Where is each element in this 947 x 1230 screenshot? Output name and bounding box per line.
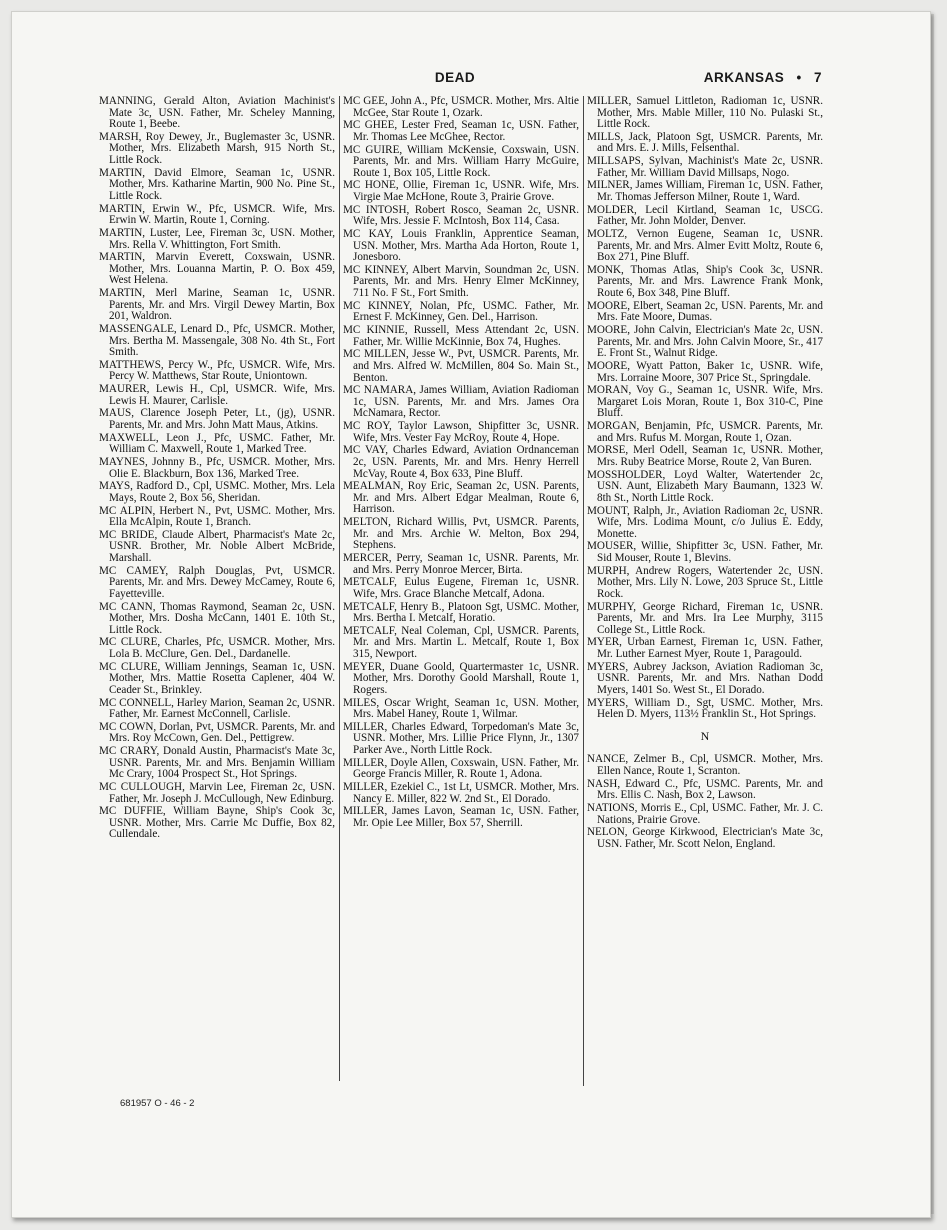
casualty-entry: MOLTZ, Vernon Eugene, Seaman 1c, USNR. Parents, Mr. and Mrs. Almer Evitt Moltz, Route 6, Box 271, Pine Bluff. xyxy=(587,228,823,264)
casualty-entry: MURPHY, George Richard, Fireman 1c, USNR. Parents, Mr. and Mrs. Ira Lee Murphy, 3115 College St., Little Rock. xyxy=(587,600,823,636)
casualty-entry: METCALF, Henry B., Platoon Sgt, USMC. Mother, Mrs. Bertha I. Metcalf, Horatio. xyxy=(343,600,579,625)
casualty-entry: MILLER, Charles Edward, Torpedoman's Mate 3c, USNR. Mother, Mrs. Lillie Price Flynn, Jr., 1307 Parker Ave., North Little Rock. xyxy=(343,720,579,757)
casualty-entry: MC DUFFIE, William Bayne, Ship's Cook 3c, USNR. Mother, Mrs. Carrie Mc Duffie, Box 82, Cullendale. xyxy=(99,805,335,841)
page-number: 7 xyxy=(813,70,822,85)
casualty-entry: MC BRIDE, Claude Albert, Pharmacist's Mate 2c, USNR. Brother, Mr. Noble Albert McBride, Marshall. xyxy=(99,528,335,564)
casualty-entry: MOLDER, Lecil Kirtland, Seaman 1c, USCG. Father, Mr. John Molder, Denver. xyxy=(587,203,823,228)
casualty-entry: MARTIN, Merl Marine, Seaman 1c, USNR. Parents, Mr. and Mrs. Virgil Dewey Martin, Box 201, Waldron. xyxy=(99,287,335,323)
casualty-entry: MC VAY, Charles Edward, Aviation Ordnanceman 2c, USN. Parents, Mr. and Mrs. Henry Herrell McVay, Route 4, Box 633, Pine Bluff. xyxy=(343,444,579,480)
casualty-entry: MOUSER, Willie, Shipfitter 3c, USN. Father, Mr. Sid Mouser, Route 1, Blevins. xyxy=(587,540,823,564)
casualty-entry: MYER, Urban Earnest, Fireman 1c, USN. Father, Mr. Luther Earnest Myer, Route 1, Paragould. xyxy=(587,636,823,660)
casualty-entry: MILLER, Samuel Littleton, Radioman 1c, USNR. Mother, Mrs. Mable Miller, 110 No. Pulaski St., Little Rock. xyxy=(587,95,823,131)
casualty-entry: MC CAMEY, Ralph Douglas, Pvt, USMCR. Parents, Mr. and Mrs. Dewey McCamey, Route 6, Fayetteville. xyxy=(99,564,335,600)
casualty-entry: MC KINNEY, Nolan, Pfc, USMC. Father, Mr. Ernest F. McKinney, Gen. Del., Harrison. xyxy=(343,299,579,324)
casualty-entry: MC CULLOUGH, Marvin Lee, Fireman 2c, USN. Father, Mr. Joseph J. McCullough, New Edinburg. xyxy=(99,781,335,805)
casualty-entry: MILLER, James Lavon, Seaman 1c, USN. Father, Mr. Opie Lee Miller, Box 57, Sherrill. xyxy=(343,805,579,829)
casualty-entry: MC ROY, Taylor Lawson, Shipfitter 3c, USNR. Wife, Mrs. Vester Fay McRoy, Route 4, Hope. xyxy=(343,420,579,444)
casualty-entry: MC NAMARA, James William, Aviation Radioman 1c, USN. Parents, Mr. and Mrs. James Ora McNamara, Rector. xyxy=(343,384,579,420)
casualty-entry: MARTIN, Luster, Lee, Fireman 3c, USN. Mother, Mrs. Rella V. Whittington, Fort Smith. xyxy=(99,226,335,251)
casualty-entry: MC GEE, John A., Pfc, USMCR. Mother, Mrs. Altie McGee, Star Route 1, Ozark. xyxy=(343,95,579,119)
casualty-entry: MILLER, Ezekiel C., 1st Lt, USMCR. Mother, Mrs. Nancy E. Miller, 822 W. 2nd St., El Dorado. xyxy=(343,781,579,805)
casualty-entry: MC CLURE, William Jennings, Seaman 1c, USN. Mother, Mrs. Mattie Rosetta Caplener, 404 W. Ceader St., Brinkley. xyxy=(99,660,335,696)
casualty-entry: NELON, George Kirkwood, Electrician's Mate 3c, USN. Father, Mr. Scott Nelon, England. xyxy=(587,826,823,850)
bullet-separator: • xyxy=(796,70,802,85)
casualty-entry: MERCER, Perry, Seaman 1c, USNR. Parents, Mr. and Mrs. Perry Monroe Mercer, Birta. xyxy=(343,551,579,576)
casualty-entry: MILLER, Doyle Allen, Coxswain, USN. Father, Mr. George Francis Miller, R. Route 1, Adona. xyxy=(343,756,579,781)
casualty-entry: MATTHEWS, Percy W., Pfc, USMCR. Wife, Mrs. Percy W. Matthews, Star Route, Uniontown. xyxy=(99,358,335,383)
casualty-entry: MC MILLEN, Jesse W., Pvt, USMCR. Parents, Mr. and Mrs. Alfred W. McMillen, 804 So. Main St., Benton. xyxy=(343,348,579,384)
column-divider xyxy=(339,96,340,1081)
casualty-entry: MC CONNELL, Harley Marion, Seaman 2c, USNR. Father, Mr. Earnest McConnell, Carlisle. xyxy=(99,696,335,721)
casualty-entry: MARTIN, Erwin W., Pfc, USMCR. Wife, Mrs. Erwin W. Martin, Route 1, Corning. xyxy=(99,202,335,227)
casualty-entry: MELTON, Richard Willis, Pvt, USMCR. Parents, Mr. and Mrs. Archie W. Melton, Box 294, Stephens. xyxy=(343,516,579,552)
casualty-entry: MEYER, Duane Goold, Quartermaster 1c, USNR. Mother, Mrs. Dorothy Goold Marshall, Route 1, Rogers. xyxy=(343,660,579,696)
state-name: ARKANSAS xyxy=(703,70,785,85)
casualty-entry: MC COWN, Dorlan, Pvt, USMCR. Parents, Mr. and Mrs. Roy McCown, Gen. Del., Pettigrew. xyxy=(99,720,335,745)
casualty-entry: MC CRARY, Donald Austin, Pharmacist's Mate 3c, USNR. Parents, Mr. and Mrs. Benjamin William Mc Crary, 1004 Prospect St., Hot Springs. xyxy=(99,745,335,781)
casualty-entry: MILLSAPS, Sylvan, Machinist's Mate 2c, USNR. Father, Mr. William David Millsaps, Nogo. xyxy=(587,155,823,179)
casualty-entry: NASH, Edward C., Pfc, USMC. Parents, Mr. and Mrs. Ellis C. Nash, Box 2, Lawson. xyxy=(587,777,823,802)
casualty-entry: MYERS, Aubrey Jackson, Aviation Radioman 3c, USNR. Parents, Mr. and Mrs. Nathan Dodd Myers, 1401 So. West St., El Dorado. xyxy=(587,660,823,696)
casualty-entry: MURPH, Andrew Rogers, Watertender 2c, USN. Mother, Mrs. Lily N. Lowe, 203 Spruce St., Little Rock. xyxy=(587,564,823,600)
page-section-title: DEAD xyxy=(434,70,476,85)
casualty-entry: MOORE, John Calvin, Electrician's Mate 2c, USN. Parents, Mr. and Mrs. John Calvin Moore, Sr., 417 E. Front St., Walnut Ridge. xyxy=(587,324,823,360)
casualty-entry: MORSE, Merl Odell, Seaman 1c, USNR. Mother, Mrs. Ruby Beatrice Morse, Route 2, Van Buren. xyxy=(587,444,823,468)
casualty-entry: MAURER, Lewis H., Cpl, USMCR. Wife, Mrs. Lewis H. Maurer, Carlisle. xyxy=(99,383,335,407)
casualty-entry: NANCE, Zelmer B., Cpl, USMCR. Mother, Mrs. Ellen Nance, Route 1, Scranton. xyxy=(587,753,823,777)
casualty-entry: MAYS, Radford D., Cpl, USMC. Mother, Mrs. Lela Mays, Route 2, Box 56, Sheridan. xyxy=(99,480,335,504)
casualty-entry: MAUS, Clarence Joseph Peter, Lt., (jg), USNR. Parents, Mr. and Mrs. John Matt Maus, Atkins. xyxy=(99,407,335,431)
casualty-entry: MANNING, Gerald Alton, Aviation Machinist's Mate 3c, USN. Father, Mr. Scheley Manning, Route 1, Beebe. xyxy=(99,95,335,131)
casualty-entry: MILNER, James William, Fireman 1c, USN. Father, Mr. Thomas Jefferson Milner, Route 1, Ward. xyxy=(587,179,823,204)
casualty-entry: MOUNT, Ralph, Jr., Aviation Radioman 2c, USNR. Wife, Mrs. Lodima Mount, c/o Julius E. Eddy, Monette. xyxy=(587,504,823,540)
casualty-entry: MOSSHOLDER, Loyd Walter, Watertender 2c, USN. Aunt, Elizabeth Mary Baumann, 1323 W. 8th St., North Little Rock. xyxy=(587,468,823,504)
casualty-entry: MAXWELL, Leon J., Pfc, USMC. Father, Mr. William C. Maxwell, Route 1, Marked Tree. xyxy=(99,431,335,456)
casualty-entry: MASSENGALE, Lenard D., Pfc, USMCR. Mother, Mrs. Bertha M. Massengale, 308 No. 4th St., Fort Smith. xyxy=(99,322,335,359)
casualty-entry: MYERS, William D., Sgt, USMC. Mother, Mrs. Helen D. Myers, 113½ Franklin St., Hot Springs. xyxy=(587,696,823,721)
casualty-entry: METCALF, Neal Coleman, Cpl, USMCR. Parents, Mr. and Mrs. Martin L. Metcalf, Route 1, Box 315, Newport. xyxy=(343,624,579,660)
casualty-entry: MC KINNEY, Albert Marvin, Soundman 2c, USN. Parents, Mr. and Mrs. Henry Elmer McKinney, 711 No. F St., Fort Smith. xyxy=(343,263,579,300)
casualty-entry: MC HONE, Ollie, Fireman 1c, USNR. Wife, Mrs. Virgie Mae McHone, Route 3, Prairie Grove. xyxy=(343,179,579,204)
casualty-entry: MARTIN, Marvin Everett, Coxswain, USNR. Mother, Mrs. Louanna Martin, P. O. Box 459, West Helena. xyxy=(99,251,335,287)
print-code-footer: 681957 O - 46 - 2 xyxy=(120,1098,195,1109)
casualty-entry: MC GHEE, Lester Fred, Seaman 1c, USN. Father, Mr. Thomas Lee McGhee, Rector. xyxy=(343,119,579,143)
casualty-entry: MC CANN, Thomas Raymond, Seaman 2c, USN. Mother, Mrs. Dosha McCann, 1401 E. 10th St., Little Rock. xyxy=(99,600,335,636)
running-header-right xyxy=(670,70,822,85)
casualty-entry: MARSH, Roy Dewey, Jr., Buglemaster 3c, USNR. Mother, Mrs. Elizabeth Marsh, 915 North St., Little Rock. xyxy=(99,130,335,167)
casualty-entry: MC KINNIE, Russell, Mess Attendant 2c, USN. Father, Mr. Willie McKinnie, Box 74, Hughes. xyxy=(343,324,579,348)
casualty-entry: MAYNES, Johnny B., Pfc, USMCR. Mother, Mrs. Olie E. Blackburn, Box 136, Marked Tree. xyxy=(99,455,335,480)
casualty-entry: MILLS, Jack, Platoon Sgt, USMCR. Parents, Mr. and Mrs. E. J. Mills, Felsenthal. xyxy=(587,130,823,155)
casualty-entry: MC ALPIN, Herbert N., Pvt, USMC. Mother, Mrs. Ella McAlpin, Route 1, Branch. xyxy=(99,504,335,529)
column-1 xyxy=(99,96,335,842)
casualty-entry: MC KAY, Louis Franklin, Apprentice Seaman, USN. Mother, Mrs. Martha Ada Horton, Route 1, Jonesboro. xyxy=(343,228,579,264)
casualty-entry: MARTIN, David Elmore, Seaman 1c, USNR. Mother, Mrs. Katharine Martin, 900 No. Pine St., Little Rock. xyxy=(99,166,335,202)
casualty-entry: MOORE, Wyatt Patton, Baker 1c, USNR. Wife, Mrs. Lorraine Moore, 307 Price St., Springdale. xyxy=(587,359,823,384)
casualty-entry: MEALMAN, Roy Eric, Seaman 2c, USN. Parents, Mr. and Mrs. Albert Edgar Mealman, Route 6, Harrison. xyxy=(343,480,579,516)
casualty-entry: MORGAN, Benjamin, Pfc, USMCR. Parents, Mr. and Mrs. Rufus M. Morgan, Route 1, Ozan. xyxy=(587,420,823,444)
column-divider xyxy=(583,96,584,1086)
casualty-entry: MC GUIRE, William McKensie, Coxswain, USN. Parents, Mr. and Mrs. William Harry McGuire, Route 1, Box 105, Little Rock. xyxy=(343,143,579,179)
casualty-entry: MC INTOSH, Robert Rosco, Seaman 2c, USNR. Wife, Mrs. Jessie F. McIntosh, Box 114, Casa. xyxy=(343,203,579,228)
column-2 xyxy=(343,96,579,831)
casualty-entry: MC CLURE, Charles, Pfc, USMCR. Mother, Mrs. Lola B. McClure, Gen. Del., Dardanelle. xyxy=(99,636,335,660)
casualty-entry: MONK, Thomas Atlas, Ship's Cook 3c, USNR. Parents, Mr. and Mrs. Lawrence Frank Monk, Route 6, Box 348, Pine Bluff. xyxy=(587,263,823,300)
casualty-entry: METCALF, Eulus Eugene, Fireman 1c, USNR. Wife, Mrs. Grace Blanche Metcalf, Adona. xyxy=(343,576,579,600)
section-letter-heading: N xyxy=(700,728,710,743)
casualty-entry: MORAN, Voy G., Seaman 1c, USNR. Wife, Mrs. Margaret Lois Moran, Route 1, Box 310-C, Pine Bluff. xyxy=(587,384,823,420)
casualty-entry: MILES, Oscar Wright, Seaman 1c, USN. Mother, Mrs. Mabel Haney, Route 1, Wilmar. xyxy=(343,696,579,721)
casualty-entry: NATIONS, Morris E., Cpl, USMC. Father, Mr. J. C. Nations, Prairie Grove. xyxy=(587,801,823,826)
column-3 xyxy=(587,96,823,851)
casualty-entry: MOORE, Elbert, Seaman 2c, USN. Parents, Mr. and Mrs. Fate Moore, Dumas. xyxy=(587,299,823,324)
